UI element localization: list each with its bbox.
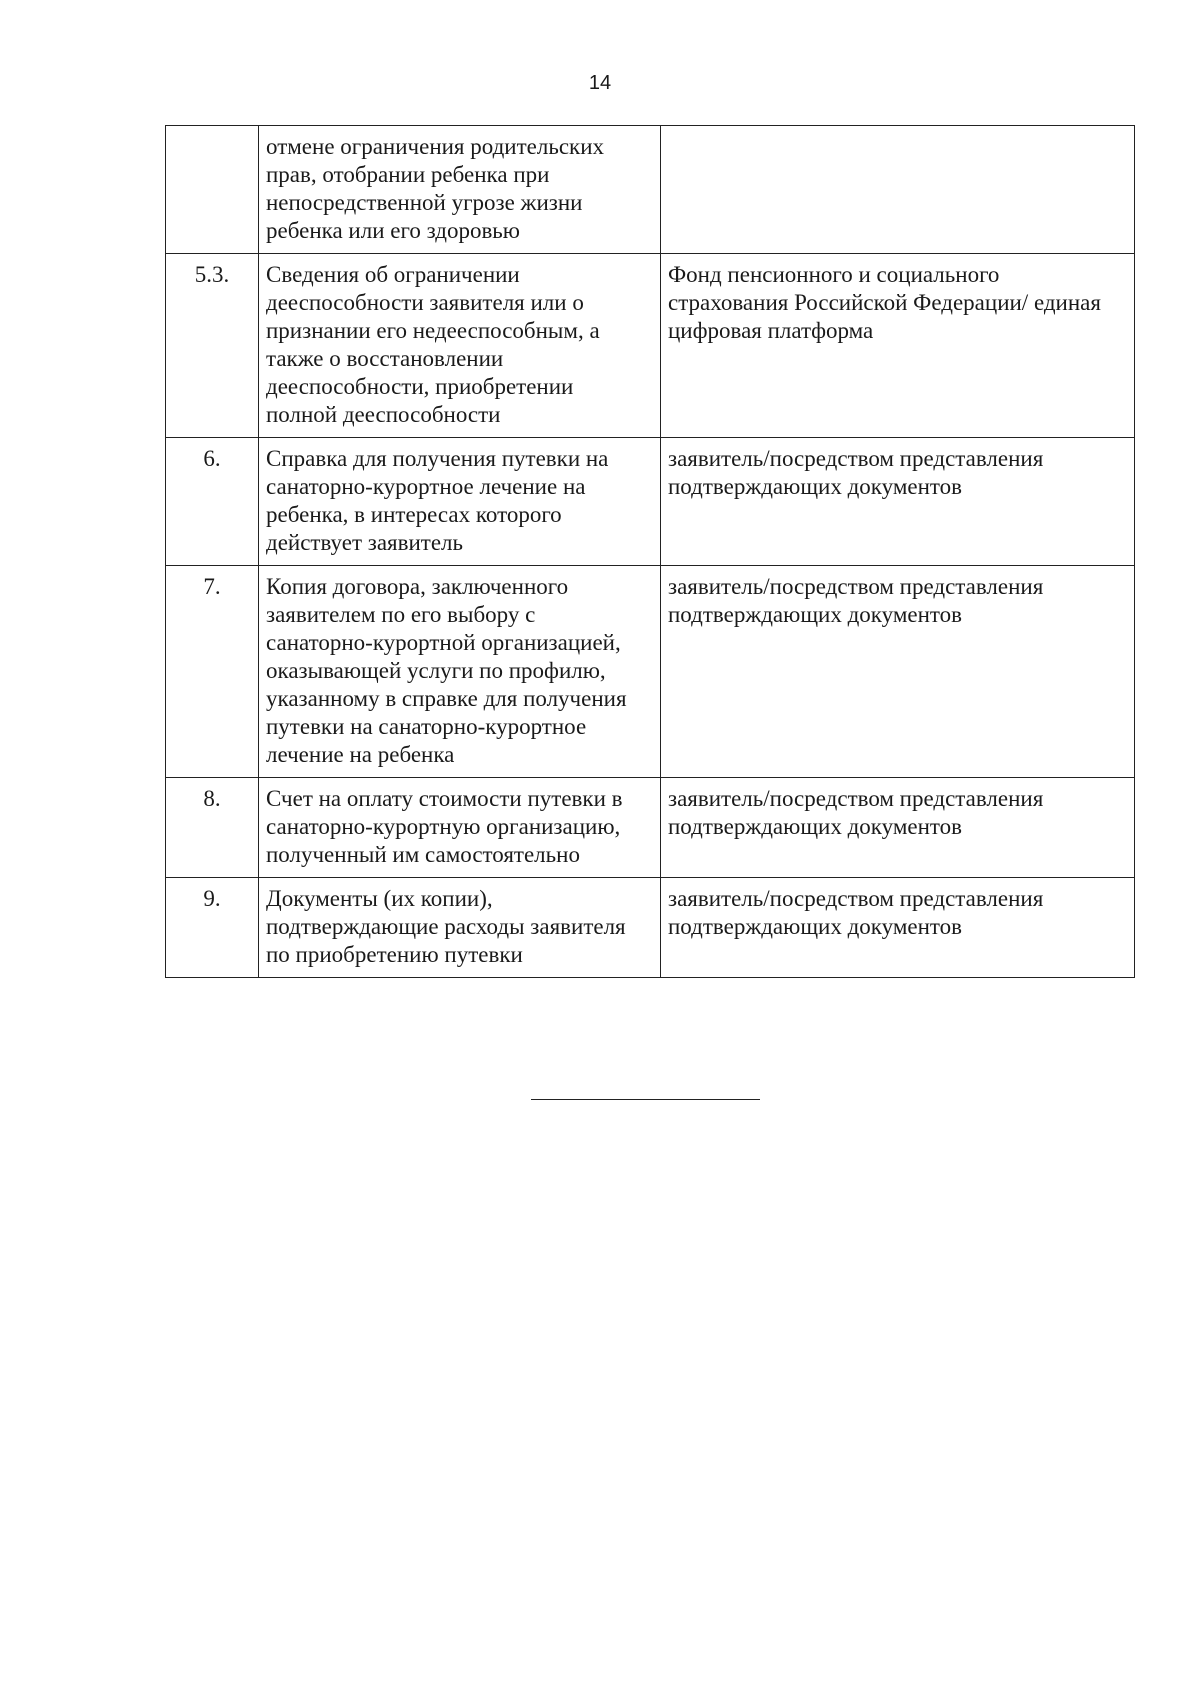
page-number: 14 [588, 72, 612, 94]
table-row [166, 878, 1135, 978]
table-row [166, 566, 1135, 778]
document-name: Копия договора, заключенного заявителем по его выбору с санаторно-курортной организацией, оказывающей услуги по профилю, указанному в справке для получения путевки на санаторно-курортное лечение на ребенка [259, 566, 661, 778]
document-source [661, 126, 1135, 254]
document-name: Счет на оплату стоимости путевки в санаторно-курортную организацию, полученный им самостоятельно [259, 778, 661, 878]
document-name: Документы (их копии), подтверждающие расходы заявителя по приобретению путевки [259, 878, 661, 978]
end-divider-line [531, 1099, 760, 1100]
document-source: заявитель/посредством представления подтверждающих документов [661, 878, 1135, 978]
row-number: 6. [166, 438, 259, 566]
row-number [166, 126, 259, 254]
document-source: Фонд пенсионного и социального страхования Российской Федерации/ единая цифровая платформа [661, 254, 1135, 438]
document-name: отмене ограничения родительских прав, отобрании ребенка при непосредственной угрозе жизни ребенка или его здоровью [259, 126, 661, 254]
documents-table [165, 125, 1135, 978]
table-row [166, 254, 1135, 438]
row-number: 7. [166, 566, 259, 778]
document-name: Сведения об ограничении дееспособности заявителя или о признании его недееспособным, а также о восстановлении дееспособности, приобретении полной дееспособности [259, 254, 661, 438]
document-source: заявитель/посредством представления подтверждающих документов [661, 566, 1135, 778]
document-source: заявитель/посредством представления подтверждающих документов [661, 438, 1135, 566]
row-number: 9. [166, 878, 259, 978]
row-number: 8. [166, 778, 259, 878]
row-number: 5.3. [166, 254, 259, 438]
table-row [166, 778, 1135, 878]
table-row [166, 438, 1135, 566]
document-source: заявитель/посредством представления подтверждающих документов [661, 778, 1135, 878]
document-name: Справка для получения путевки на санаторно-курортное лечение на ребенка, в интересах которого действует заявитель [259, 438, 661, 566]
table-row [166, 126, 1135, 254]
